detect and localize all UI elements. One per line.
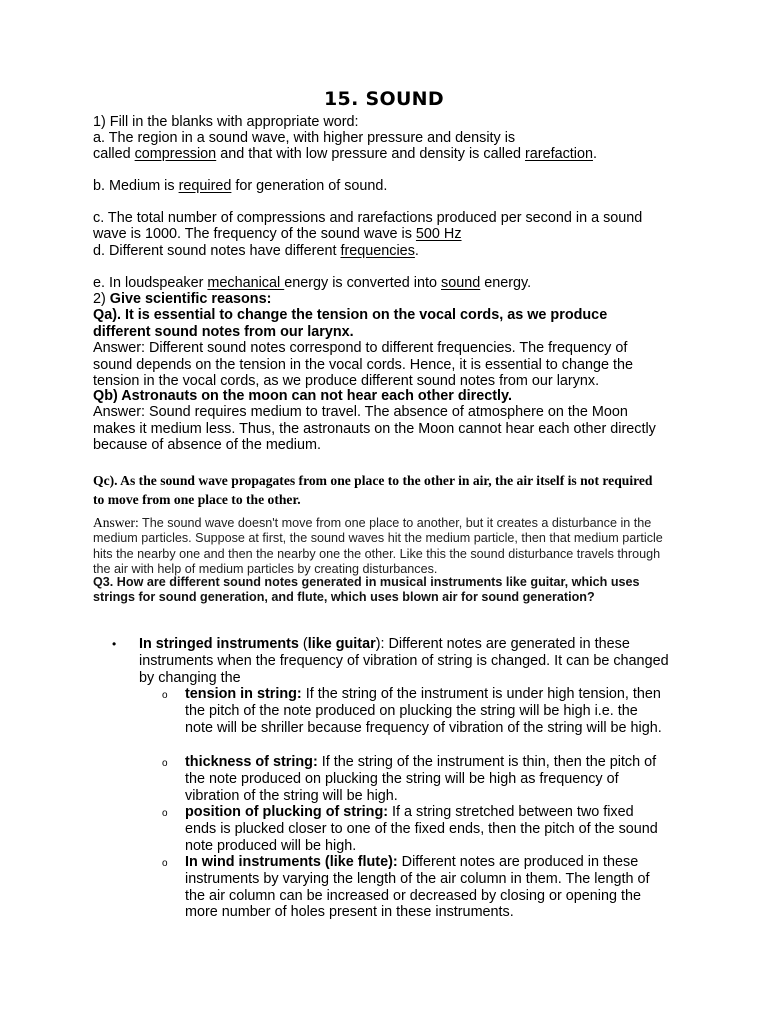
q2-qc-answer-text: The sound wave doesn't move from one place to another, but it creates a disturbance in the medium particles. Suppose at first, the sound waves hit the medium particle, then that medium particle hits the nearby one and then the nearby one the other. Like this the sound disturbance travels through the air with help of medium particles by creating disturbances. [93, 516, 663, 577]
q1-d [93, 243, 693, 260]
q1-b-text: b. Medium is [93, 178, 179, 194]
q1-d-end: . [414, 243, 419, 259]
q1-c-line1: c. The total number of compressions and rarefactions produced per second in a sound [93, 210, 643, 226]
q1-b [93, 178, 693, 195]
q1-b-answer: required [178, 178, 232, 194]
q2-qc-answer-label: Answer: [93, 515, 139, 530]
q1-e [93, 275, 693, 292]
q1-e-answer-sound: sound [441, 275, 481, 291]
q1-d-text: d. Different sound notes have different [93, 243, 341, 259]
q2-heading: Give scientific reasons: [109, 291, 272, 307]
sub-item-tension [162, 686, 667, 736]
q1-a-line2 [93, 146, 693, 163]
sub-item-label: thickness of string: [185, 754, 318, 770]
sub-item-wind [162, 854, 667, 921]
q1-a-answer-rarefaction: rarefaction [524, 146, 593, 162]
stringed-like: like guitar [307, 636, 376, 652]
q1-heading: 1) Fill in the blanks with appropriate word: [93, 114, 359, 130]
stringed-label: In stringed instruments [139, 636, 299, 652]
circle-bullet-icon: o [162, 858, 168, 869]
q1-c-text: wave is 1000. The frequency of the sound wave is [93, 226, 416, 242]
q1-e-mid: energy is converted into [284, 275, 441, 291]
q2-number: 2) [93, 291, 110, 307]
q2-qa-answer: Answer: Different sound notes correspond to different frequencies. The frequency of sound depends on the tension in the vocal cords. Hence, it is essential to change the tension in the vocal cords, as we produce different sound notes from our larynx. [93, 340, 634, 390]
circle-bullet-icon: o [162, 758, 168, 769]
sub-item-label: tension in string: [185, 686, 302, 702]
q1-b-post: for generation of sound. [231, 178, 388, 194]
q1-e-post: energy. [480, 275, 532, 291]
q1-c-line2 [93, 226, 693, 243]
stringed-paren-open: ( [298, 636, 308, 652]
q2-qb-answer: Answer: Sound requires medium to travel. The absence of atmosphere on the Moon makes it medium less. Thus, the astronauts on the Moon cannot hear each other directly because of absence of the medium. [93, 404, 656, 454]
q1-a-answer-compression: compression [134, 146, 217, 162]
q2-qa-question: Qa). It is essential to change the tension on the vocal cords, as we produce different sound notes from our larynx. [93, 307, 608, 340]
sub-item-label: position of plucking of string: [185, 804, 389, 820]
sub-item-label: In wind instruments (like flute): [185, 854, 398, 870]
q3-question: Q3. How are different sound notes generated in musical instruments like guitar, which uses strings for sound generation, and flute, which uses blown air for sound generation? [93, 575, 640, 605]
sub-item-description: Different notes are produced in these instruments by varying the length of the air column in them. The length of the air column can be increased or decreased by closing or opening the more number of holes present in these instruments. [185, 854, 650, 921]
sub-item-position [162, 804, 667, 854]
sub-item-description: If the string of the instrument is thin, then the pitch of the note produced on plucking the string will be high as frequency of vibration of the string will be high. [185, 754, 657, 804]
bullet-icon: • [112, 637, 117, 651]
sub-item-text [185, 804, 667, 854]
q2-qc-answer [93, 515, 673, 578]
q2-qb-question: Qb) Astronauts on the moon can not hear each other directly. [93, 388, 512, 404]
sub-item-thickness [162, 754, 667, 804]
q1-c-answer: 500 Hz [415, 226, 462, 242]
q2-qc-question: Qc). As the sound wave propagates from one place to the other in air, the air itself is not required to move from one place to the other. [93, 473, 653, 507]
q1-a-end: . [592, 146, 597, 162]
circle-bullet-icon: o [162, 808, 168, 819]
q1-e-text: e. In loudspeaker [93, 275, 208, 291]
stringed-description: : Different notes are generated in these instruments when the frequency of vibration of string is changed. It can be changed by changing the [139, 636, 669, 686]
sub-item-description: If a string stretched between two fixed ends is plucked closer to one of the fixed ends, then the pitch of the sound note produced will be high. [185, 804, 658, 854]
q1-d-answer: frequencies [340, 243, 415, 259]
page-title: 15. SOUND [324, 88, 444, 110]
sub-item-description: If the string of the instrument is under high tension, then the pitch of the note produced on plucking the string will be high i.e. the note will be shriller because frequency of vibration of the string will be high. [185, 686, 662, 736]
stringed-paren-close: ) [375, 636, 381, 652]
circle-bullet-icon: o [162, 690, 168, 701]
q1-e-answer-mechanical: mechanical [207, 275, 285, 291]
sub-item-text [185, 854, 667, 921]
stringed-text [139, 636, 682, 686]
sub-item-text [185, 686, 667, 736]
sub-item-text [185, 754, 667, 804]
q1-a-text-mid: and that with low pressure and density is called [216, 146, 525, 162]
q1-a-text: called [93, 146, 135, 162]
q2-heading-line [93, 291, 693, 308]
q3-bullet-stringed [112, 636, 682, 921]
q1-a-line1: a. The region in a sound wave, with higher pressure and density is [93, 130, 516, 146]
